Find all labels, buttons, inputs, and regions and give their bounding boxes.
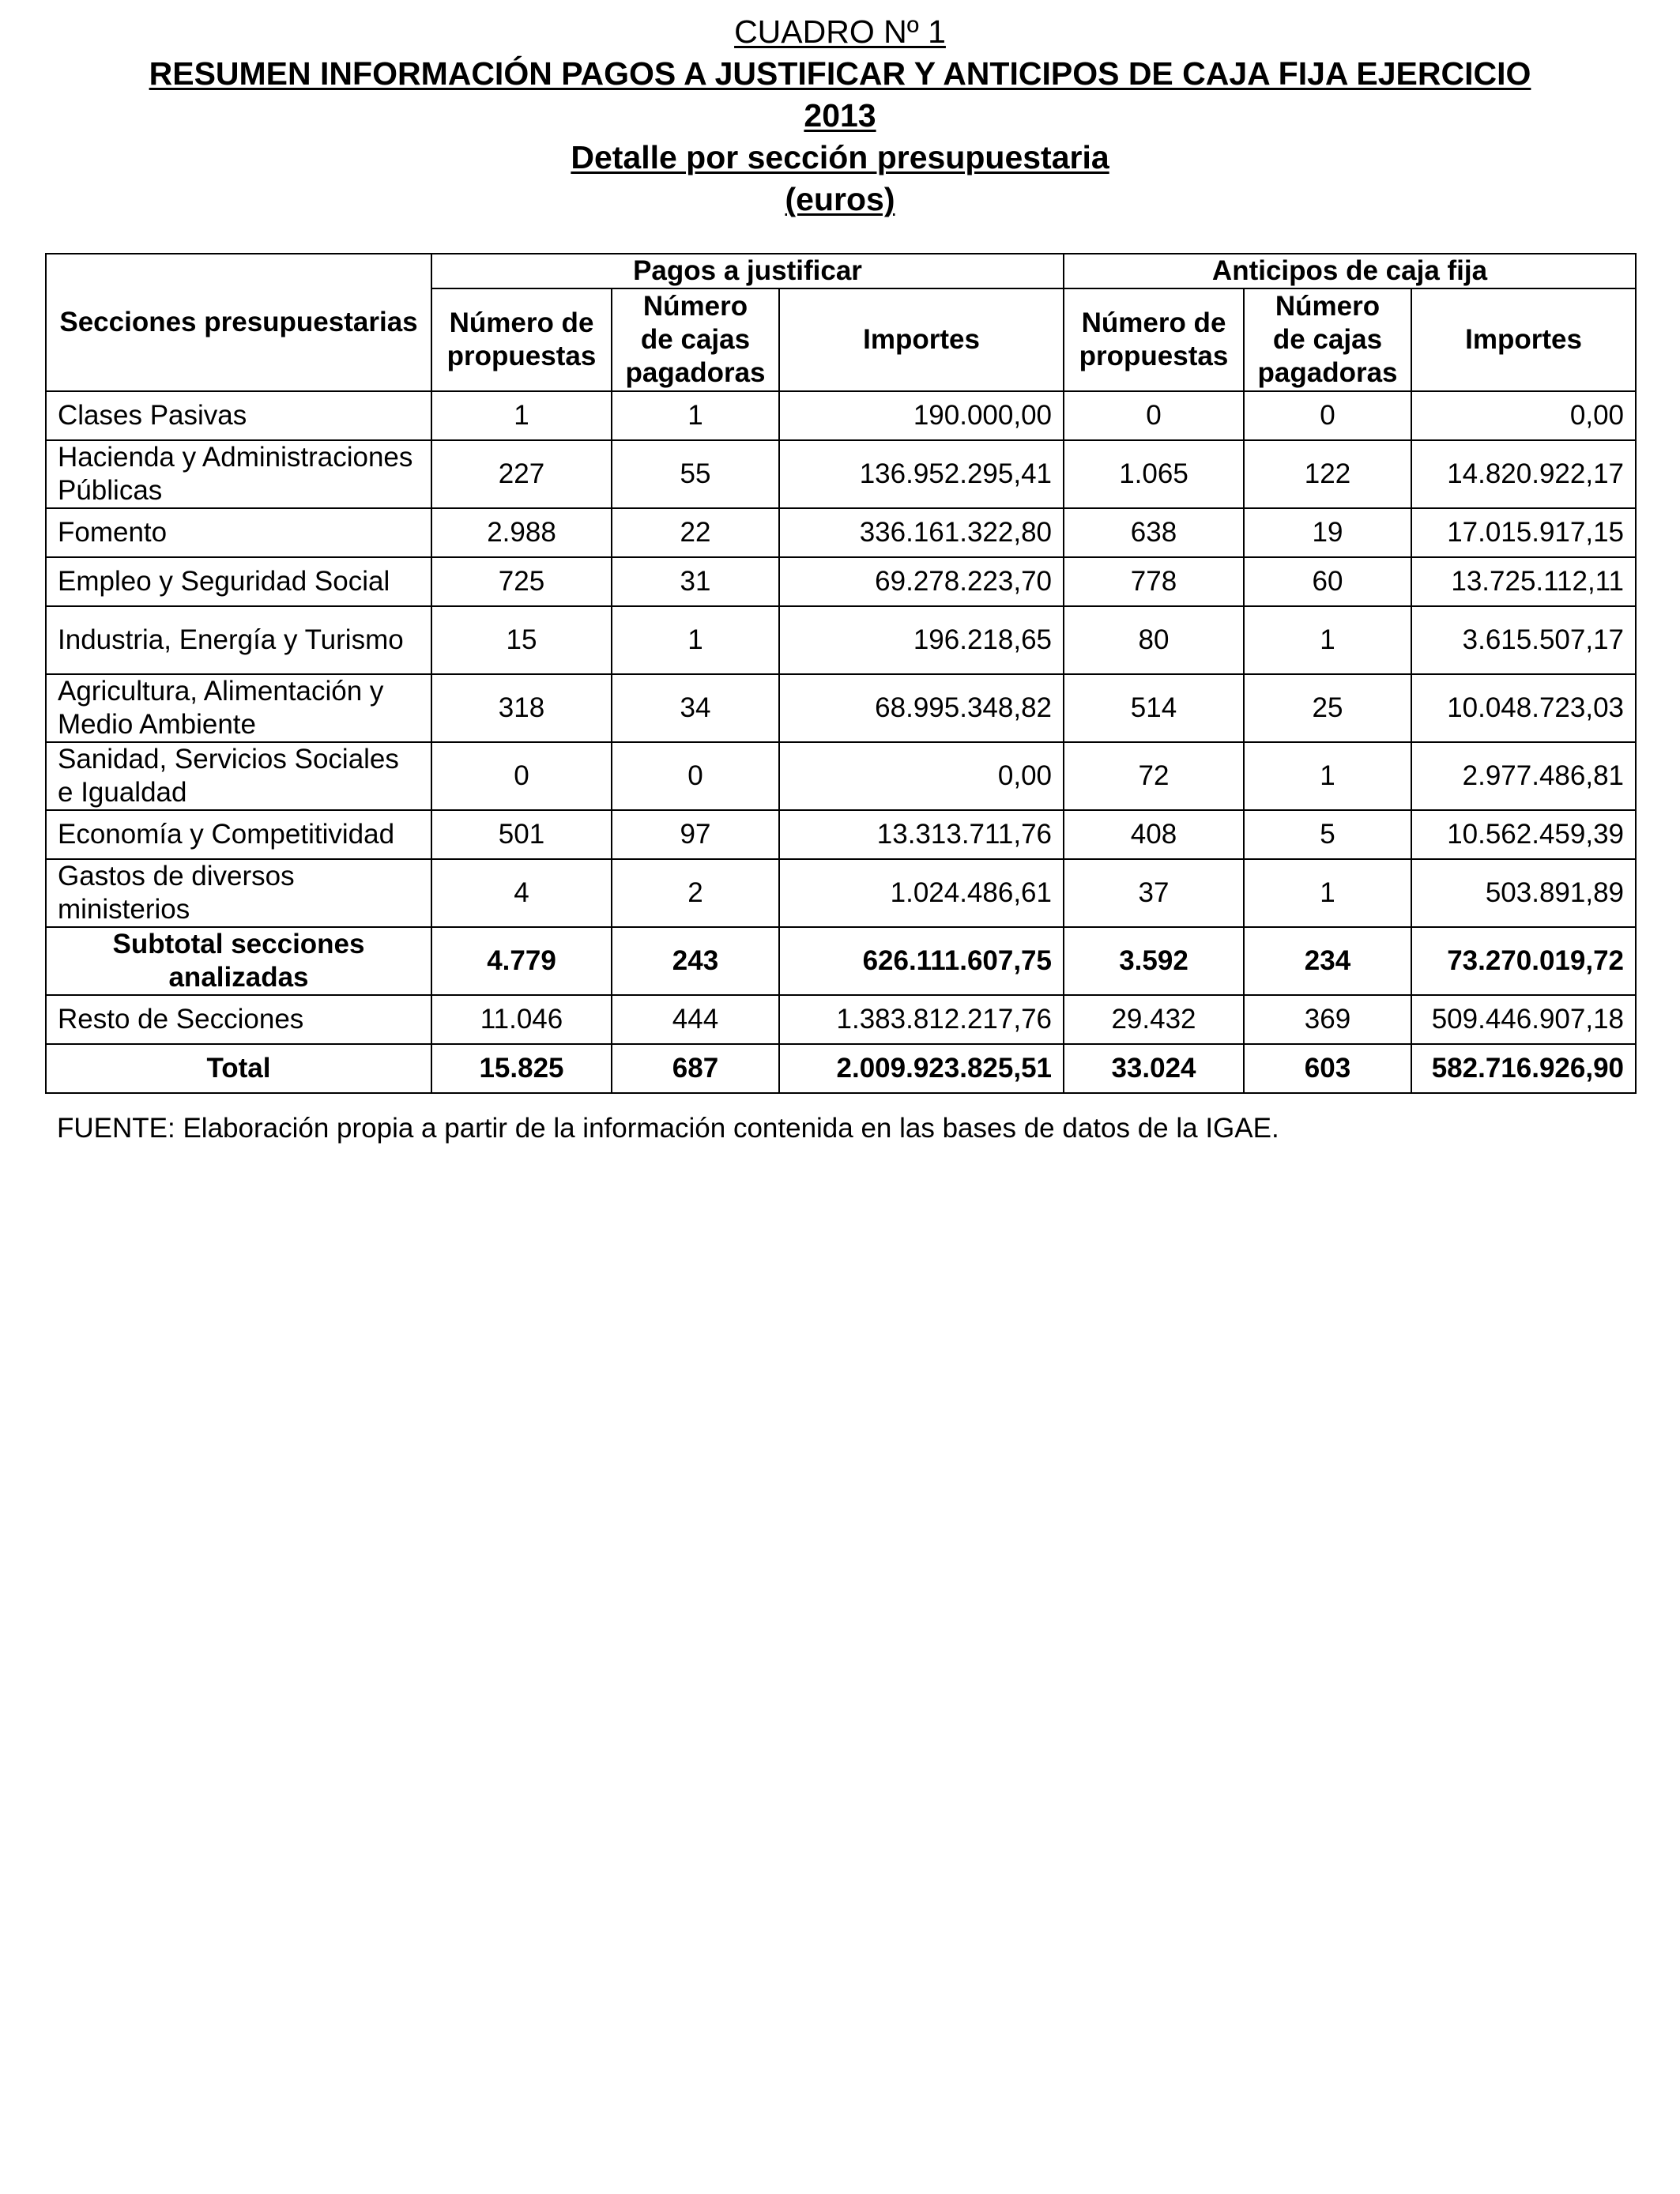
cell-anticipos-cajas: 0 bbox=[1244, 391, 1411, 440]
title-units: (euros) bbox=[785, 181, 895, 217]
row-label: Economía y Competitividad bbox=[46, 810, 431, 859]
header-secciones: Secciones presupuestarias bbox=[46, 254, 431, 391]
header-anticipos-num-propuestas: Número de propuestas bbox=[1064, 288, 1244, 391]
cell-pagos-propuestas: 0 bbox=[431, 742, 612, 810]
cell-pagos-propuestas: 4 bbox=[431, 859, 612, 927]
cell-pagos-propuestas: 501 bbox=[431, 810, 612, 859]
cell-pagos-cajas: 97 bbox=[612, 810, 779, 859]
cell-pagos-propuestas: 1 bbox=[431, 391, 612, 440]
document-title bbox=[0, 11, 1680, 221]
cell-anticipos-importes: 13.725.112,11 bbox=[1411, 557, 1636, 606]
cell-anticipos-cajas: 1 bbox=[1244, 606, 1411, 674]
row-label: Sanidad, Servicios Sociales e Igualdad bbox=[46, 742, 431, 810]
cell-pagos-cajas: 34 bbox=[612, 674, 779, 742]
cell-anticipos-cajas: 122 bbox=[1244, 440, 1411, 508]
cell-pagos-importes: 69.278.223,70 bbox=[779, 557, 1064, 606]
cell-pagos-cajas: 2 bbox=[612, 859, 779, 927]
cell-pagos-importes: 626.111.607,75 bbox=[779, 927, 1064, 995]
table-group-header-row bbox=[46, 254, 1636, 288]
cell-anticipos-propuestas: 408 bbox=[1064, 810, 1244, 859]
cell-pagos-importes: 336.161.322,80 bbox=[779, 508, 1064, 557]
cell-pagos-propuestas: 15 bbox=[431, 606, 612, 674]
row-label: Gastos de diversos ministerios bbox=[46, 859, 431, 927]
cell-pagos-cajas: 1 bbox=[612, 606, 779, 674]
cell-anticipos-propuestas: 29.432 bbox=[1064, 995, 1244, 1044]
cell-anticipos-importes: 10.048.723,03 bbox=[1411, 674, 1636, 742]
cell-pagos-importes: 0,00 bbox=[779, 742, 1064, 810]
cell-anticipos-importes: 509.446.907,18 bbox=[1411, 995, 1636, 1044]
cell-pagos-cajas: 1 bbox=[612, 391, 779, 440]
cell-pagos-cajas: 55 bbox=[612, 440, 779, 508]
table-row-total bbox=[46, 1044, 1636, 1093]
row-label: Industria, Energía y Turismo bbox=[46, 606, 431, 674]
cell-anticipos-importes: 10.562.459,39 bbox=[1411, 810, 1636, 859]
cell-anticipos-cajas: 5 bbox=[1244, 810, 1411, 859]
header-pagos-importes: Importes bbox=[779, 288, 1064, 391]
cell-anticipos-propuestas: 3.592 bbox=[1064, 927, 1244, 995]
row-label: Fomento bbox=[46, 508, 431, 557]
table-row-resto bbox=[46, 995, 1636, 1044]
cell-anticipos-propuestas: 72 bbox=[1064, 742, 1244, 810]
cell-anticipos-importes: 14.820.922,17 bbox=[1411, 440, 1636, 508]
cell-anticipos-cajas: 19 bbox=[1244, 508, 1411, 557]
cell-anticipos-cajas: 369 bbox=[1244, 995, 1411, 1044]
cell-pagos-propuestas: 11.046 bbox=[431, 995, 612, 1044]
source-note: FUENTE: Elaboración propia a partir de la información contenida en las bases de datos de la IGAE. bbox=[57, 1113, 1279, 1144]
title-year: 2013 bbox=[804, 97, 876, 134]
cell-anticipos-propuestas: 0 bbox=[1064, 391, 1244, 440]
cell-anticipos-propuestas: 778 bbox=[1064, 557, 1244, 606]
cell-anticipos-importes: 2.977.486,81 bbox=[1411, 742, 1636, 810]
table-row bbox=[46, 742, 1636, 810]
header-pagos-num-cajas: Número de cajas pagadoras bbox=[612, 288, 779, 391]
cell-anticipos-cajas: 1 bbox=[1244, 742, 1411, 810]
cell-pagos-importes: 1.383.812.217,76 bbox=[779, 995, 1064, 1044]
cell-pagos-importes: 1.024.486,61 bbox=[779, 859, 1064, 927]
table-row bbox=[46, 606, 1636, 674]
table-row bbox=[46, 674, 1636, 742]
cell-pagos-importes: 136.952.295,41 bbox=[779, 440, 1064, 508]
header-anticipos-importes: Importes bbox=[1411, 288, 1636, 391]
table-row bbox=[46, 810, 1636, 859]
cell-pagos-propuestas: 15.825 bbox=[431, 1044, 612, 1093]
cell-pagos-cajas: 243 bbox=[612, 927, 779, 995]
cell-pagos-importes: 2.009.923.825,51 bbox=[779, 1044, 1064, 1093]
table-row bbox=[46, 557, 1636, 606]
cell-pagos-importes: 190.000,00 bbox=[779, 391, 1064, 440]
table-row bbox=[46, 391, 1636, 440]
cell-anticipos-cajas: 234 bbox=[1244, 927, 1411, 995]
row-label: Clases Pasivas bbox=[46, 391, 431, 440]
row-label-total: Total bbox=[46, 1044, 431, 1093]
cell-pagos-cajas: 0 bbox=[612, 742, 779, 810]
row-label-resto: Resto de Secciones bbox=[46, 995, 431, 1044]
title-detail: Detalle por sección presupuestaria bbox=[571, 139, 1109, 175]
cell-anticipos-cajas: 603 bbox=[1244, 1044, 1411, 1093]
cell-pagos-propuestas: 4.779 bbox=[431, 927, 612, 995]
cell-pagos-cajas: 22 bbox=[612, 508, 779, 557]
cell-anticipos-propuestas: 37 bbox=[1064, 859, 1244, 927]
header-pagos-num-propuestas: Número de propuestas bbox=[431, 288, 612, 391]
cell-anticipos-propuestas: 80 bbox=[1064, 606, 1244, 674]
header-pagos-a-justificar: Pagos a justificar bbox=[431, 254, 1064, 288]
cell-pagos-importes: 13.313.711,76 bbox=[779, 810, 1064, 859]
cell-anticipos-importes: 3.615.507,17 bbox=[1411, 606, 1636, 674]
cell-pagos-cajas: 687 bbox=[612, 1044, 779, 1093]
cell-pagos-propuestas: 725 bbox=[431, 557, 612, 606]
cell-pagos-cajas: 444 bbox=[612, 995, 779, 1044]
cell-anticipos-importes: 503.891,89 bbox=[1411, 859, 1636, 927]
header-anticipos-num-cajas: Número de cajas pagadoras bbox=[1244, 288, 1411, 391]
table-row bbox=[46, 440, 1636, 508]
cell-pagos-importes: 196.218,65 bbox=[779, 606, 1064, 674]
cell-pagos-propuestas: 2.988 bbox=[431, 508, 612, 557]
table-row-subtotal bbox=[46, 927, 1636, 995]
table-row bbox=[46, 859, 1636, 927]
cell-pagos-importes: 68.995.348,82 bbox=[779, 674, 1064, 742]
title-cuadro: CUADRO Nº 1 bbox=[734, 13, 946, 50]
row-label: Empleo y Seguridad Social bbox=[46, 557, 431, 606]
header-anticipos-caja-fija: Anticipos de caja fija bbox=[1064, 254, 1636, 288]
cell-pagos-propuestas: 227 bbox=[431, 440, 612, 508]
cell-anticipos-propuestas: 638 bbox=[1064, 508, 1244, 557]
cell-anticipos-propuestas: 514 bbox=[1064, 674, 1244, 742]
row-label: Hacienda y Administraciones Públicas bbox=[46, 440, 431, 508]
cell-anticipos-propuestas: 1.065 bbox=[1064, 440, 1244, 508]
cell-anticipos-cajas: 25 bbox=[1244, 674, 1411, 742]
row-label: Agricultura, Alimentación y Medio Ambiente bbox=[46, 674, 431, 742]
cell-pagos-cajas: 31 bbox=[612, 557, 779, 606]
cell-pagos-propuestas: 318 bbox=[431, 674, 612, 742]
row-label-subtotal: Subtotal secciones analizadas bbox=[46, 927, 431, 995]
cell-anticipos-importes: 582.716.926,90 bbox=[1411, 1044, 1636, 1093]
cell-anticipos-propuestas: 33.024 bbox=[1064, 1044, 1244, 1093]
cell-anticipos-importes: 17.015.917,15 bbox=[1411, 508, 1636, 557]
table-row bbox=[46, 508, 1636, 557]
summary-table bbox=[45, 253, 1637, 1094]
cell-anticipos-importes: 0,00 bbox=[1411, 391, 1636, 440]
cell-anticipos-cajas: 1 bbox=[1244, 859, 1411, 927]
cell-anticipos-cajas: 60 bbox=[1244, 557, 1411, 606]
title-main: RESUMEN INFORMACIÓN PAGOS A JUSTIFICAR Y ANTICIPOS DE CAJA FIJA EJERCICIO bbox=[149, 55, 1531, 92]
cell-anticipos-importes: 73.270.019,72 bbox=[1411, 927, 1636, 995]
